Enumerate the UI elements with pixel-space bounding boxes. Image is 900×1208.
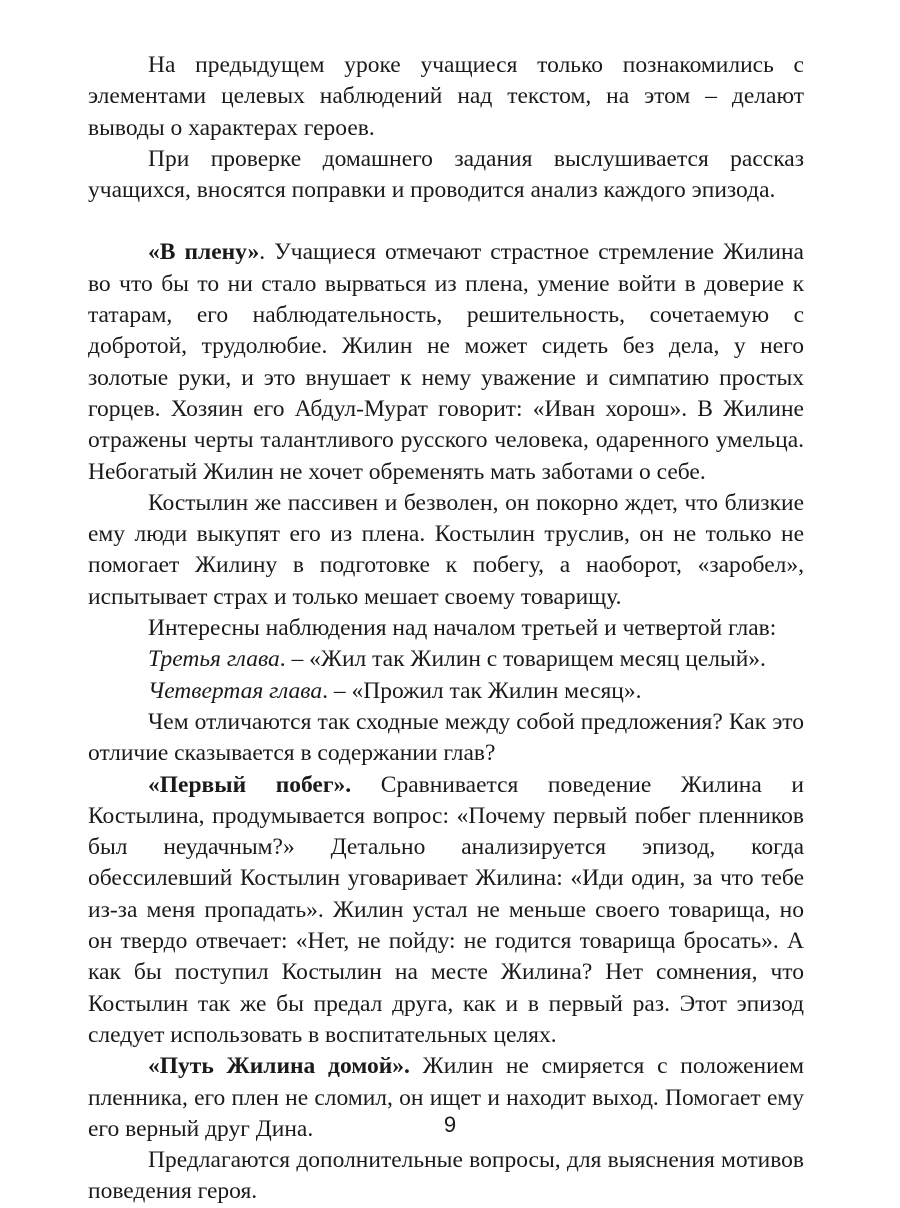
page-number: 9 bbox=[443, 1112, 457, 1137]
quote-third-chapter-label: Третья глава bbox=[148, 646, 280, 673]
quote-fourth-chapter bbox=[88, 676, 804, 707]
paragraph-extra-questions: Предлагаются дополнительные вопросы, для выяснения мотивов поведения героя. bbox=[88, 1147, 804, 1205]
paragraph-way-home-text: Жилин не смиряется с положением пленника, его плен не сломил, он ищет и находит выход. Помогает ему его верный друг Дина. bbox=[88, 1053, 805, 1142]
paragraph-v-plenu bbox=[88, 237, 804, 487]
paragraph-observations: Интересны наблюдения над началом третьей и четвертой глав: bbox=[148, 615, 777, 642]
paragraph-kostylin: Костылин же пассивен и безволен, он покорно ждет, что близкие ему люди выкупят его из плена. Костылин труслив, он не только не помогает Жилину в подготовке к побегу, а наоборот, «заробел», испытывает страх и только мешает своему товарищу. bbox=[88, 489, 804, 610]
paragraph-v-plenu-text: . Учащиеся отмечают страстное стремление Жилина во что бы то ни стало вырваться из плена, умение войти в доверие к татарам, его наблюдательность, решительность, сочетаемую с добротой, трудолюбие. Жилин не может сидеть без дела, у него золотые руки, и это внушает к нему уважение и симпатию простых горцев. Хозяин его Абдул-Мурат говорит: «Иван хорош». В Жилине отражены черты талантливого русского человека, одаренного умельца. Небогатый Жилин не хочет обременять мать заботами о себе. bbox=[88, 239, 804, 485]
section-heading-first-escape: «Первый побег». bbox=[148, 771, 352, 798]
paragraph-homework: При проверке домашнего задания выслушивается рассказ учащихся, вносятся поправки и проводится анализ каждого эпизода. bbox=[88, 145, 804, 204]
paragraph-intro: На предыдущем уроке учащиеся только познакомились с элементами целевых наблюдений над текстом, на этом – делают выводы о характерах героев. bbox=[88, 52, 804, 141]
quote-fourth-chapter-text: . – «Прожил так Жилин месяц». bbox=[322, 677, 642, 704]
paragraph-question: Чем отличаются так сходные между собой предложения? Как это отличие сказывается в содержании глав? bbox=[88, 708, 804, 767]
paragraph-first-escape-text: Сравнивается поведение Жилина и Костылина, продумывается вопрос: «Почему первый побег пленников был неудачным?» Детально анализируется эпизод, когда обессилевший Костылин уговаривает Жилина: «Иди один, за что тебе из-за меня пропадать». Жилин устал не меньше своего товарища, но он твердо отвечает: «Нет, не пойду: не годится товарища бросать». А как бы поступил Костылин на месте Жилина? Нет сомнения, что Костылин так же бы предал друга, как и в первый раз. Этот эпизод следует использовать в воспитательных целях. bbox=[88, 771, 804, 1048]
quote-third-chapter-text: . – «Жил так Жилин с товарищем месяц целый». bbox=[279, 646, 766, 673]
paragraph-first-escape bbox=[88, 770, 804, 1052]
quote-third-chapter bbox=[88, 644, 804, 675]
document-body bbox=[88, 50, 804, 1208]
section-heading-way-home: «Путь Жилина домой». bbox=[148, 1053, 410, 1080]
quote-fourth-chapter-label: Четвертая глава bbox=[148, 677, 323, 704]
section-heading-v-plenu: «В плену» bbox=[148, 239, 260, 266]
